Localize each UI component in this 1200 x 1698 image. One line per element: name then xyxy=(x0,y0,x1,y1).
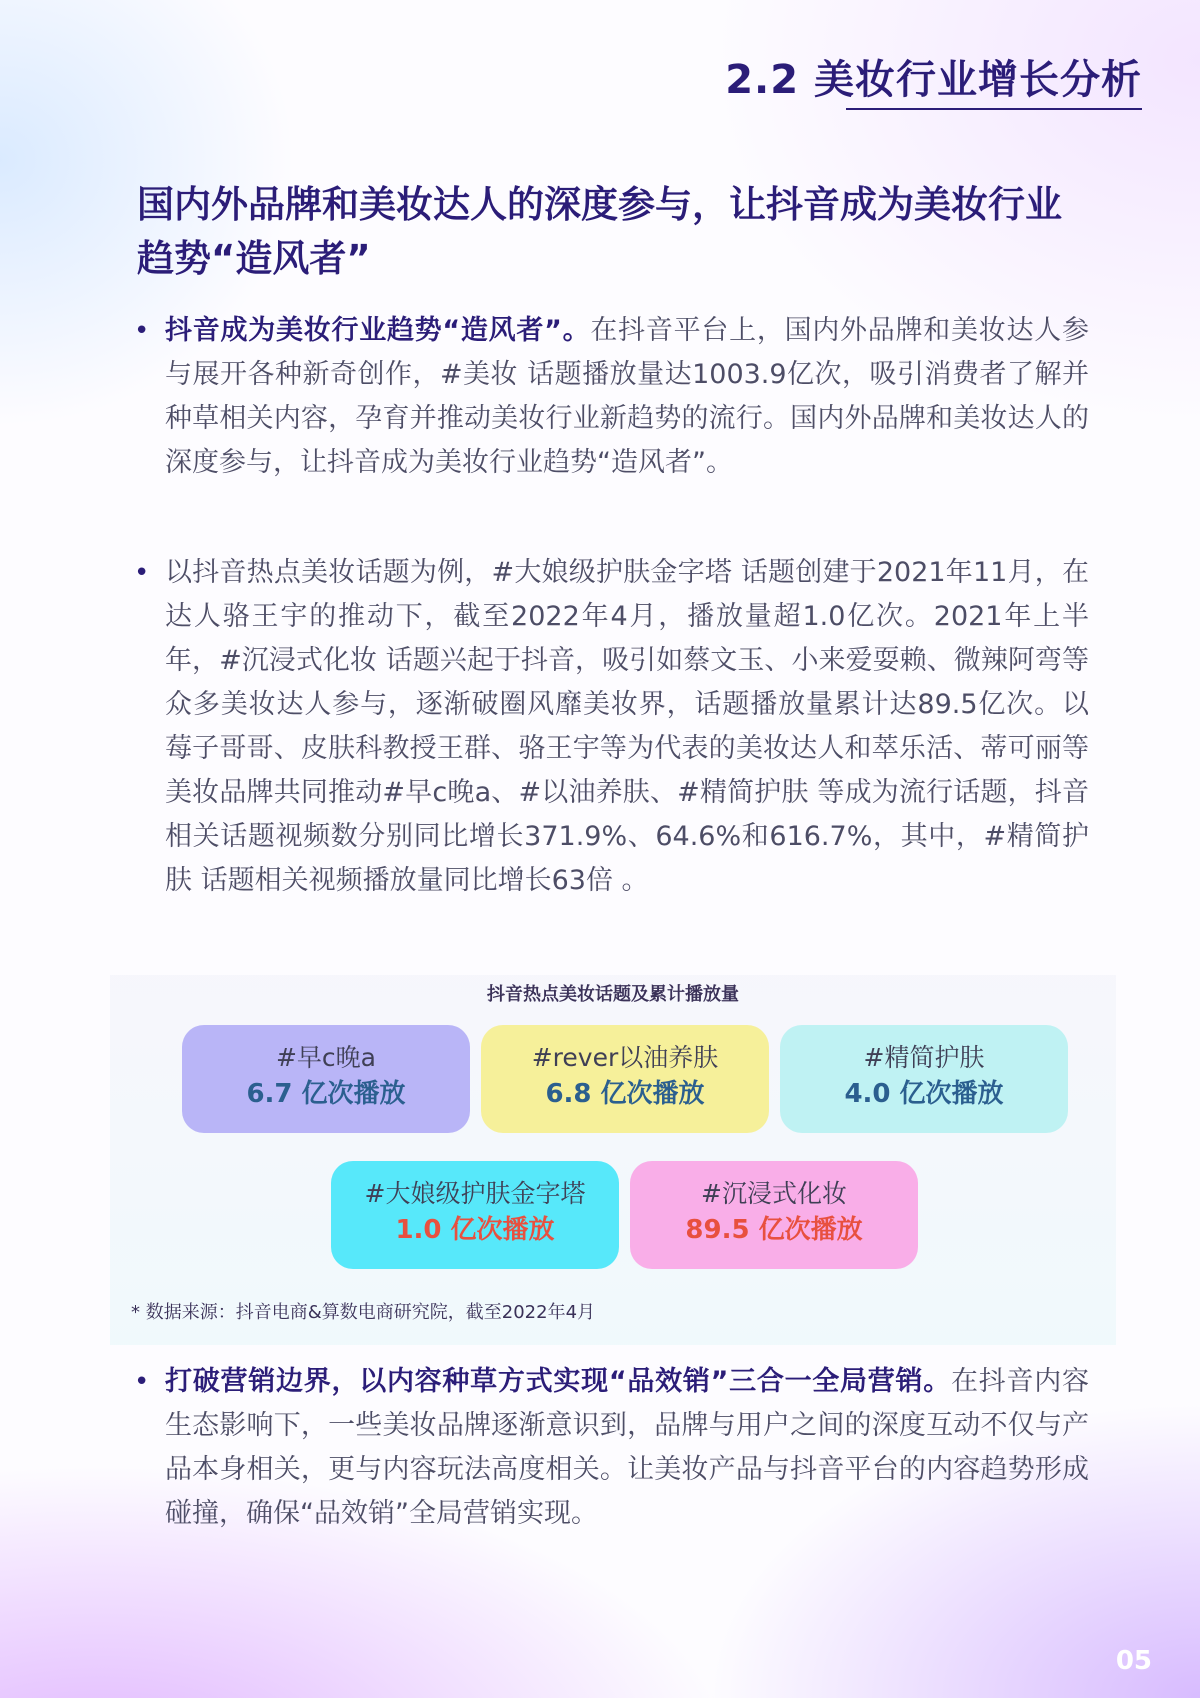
bullet-section-1 xyxy=(134,309,1089,485)
topic-tag: #早c晚a xyxy=(275,1043,376,1072)
section-title-underline xyxy=(846,108,1142,110)
paragraph-body: 在抖音平台上，国内外品牌和美妆达人参与展开各种新奇创作，#美妆 话题播放量达1003.9亿次，吸引消费者了解并种草相关内容，孕育并推动美妆行业新趋势的流行。国内外品牌和美妆达人的深度参与，让抖音成为美妆行业趋势“造风者”。 xyxy=(165,315,1089,478)
topic-plays: 89.5 亿次播放 xyxy=(685,1215,863,1245)
section-title: 2.2 美妆行业增长分析 xyxy=(725,57,1142,103)
topic-plays: 1.0 亿次播放 xyxy=(395,1215,555,1245)
paragraph xyxy=(165,309,1089,485)
bullet-section-3 xyxy=(134,1360,1089,1536)
topic-chart xyxy=(110,975,1116,1345)
topic-plays: 6.8 亿次播放 xyxy=(545,1079,705,1109)
topic-card xyxy=(780,1025,1068,1133)
data-source-note: * 数据来源：抖音电商&算数电商研究院，截至2022年4月 xyxy=(131,1302,596,1323)
topic-card xyxy=(481,1025,769,1133)
topic-plays: 4.0 亿次播放 xyxy=(844,1079,1004,1109)
topic-tag: #精简护肤 xyxy=(863,1043,985,1072)
paragraph-body: 以抖音热点美妆话题为例，#大娘级护肤金字塔 话题创建于2021年11月，在达人骆王宇的推动下，截至2022年4月，播放量超1.0亿次。2021年上半年，#沉浸式化妆 话题兴起于抖音，吸引如蔡文玉、小来爱耍赖、微辣阿弯等众多美妆达人参与，逐渐破圈风靡美妆界，话题播放量累计达89.5亿次。以莓子哥哥、皮肤科教授王群、骆王宇等为代表的美妆达人和萃乐活、蒂可丽等美妆品牌共同推动#早c晚a、#以油养肤、#精简护肤 等成为流行话题，抖音相关话题视频数分别同比增长371.9%、64.6%和616.7%，其中，#精简护肤 话题相关视频播放量同比增长63倍 。 xyxy=(165,557,1089,896)
chart-title: 抖音热点美妆话题及累计播放量 xyxy=(487,984,739,1005)
topic-tag: #大娘级护肤金字塔 xyxy=(364,1179,586,1208)
topic-tag: #rever以油养肤 xyxy=(531,1043,719,1072)
topic-card xyxy=(331,1161,619,1269)
bullet-section-2 xyxy=(134,551,1089,903)
page-number: 05 xyxy=(1115,1646,1152,1676)
topic-plays: 6.7 亿次播放 xyxy=(246,1079,406,1109)
topic-tag: #沉浸式化妆 xyxy=(701,1179,847,1208)
paragraph xyxy=(165,1360,1089,1536)
bullet-dot-icon: • xyxy=(134,1367,150,1397)
paragraph-body: 在抖音内容生态影响下，一些美妆品牌逐渐意识到，品牌与用户之间的深度互动不仅与产品本身相关，更与内容玩法高度相关。让美妆产品与抖音平台的内容趋势形成碰撞，确保“品效销”全局营销实现。 xyxy=(165,1366,1090,1529)
paragraph-lead: 抖音成为美妆行业趋势“造风者”。 xyxy=(165,315,591,346)
paragraph xyxy=(165,551,1089,903)
bullet-dot-icon: • xyxy=(134,558,150,588)
page-heading: 国内外品牌和美妆达人的深度参与，让抖音成为美妆行业趋势“造风者” xyxy=(137,183,1062,280)
topic-card xyxy=(182,1025,470,1133)
paragraph-lead: 打破营销边界，以内容种草方式实现“品效销”三合一全局营销。 xyxy=(165,1366,952,1397)
bullet-dot-icon: • xyxy=(134,316,150,346)
topic-card xyxy=(630,1161,918,1269)
